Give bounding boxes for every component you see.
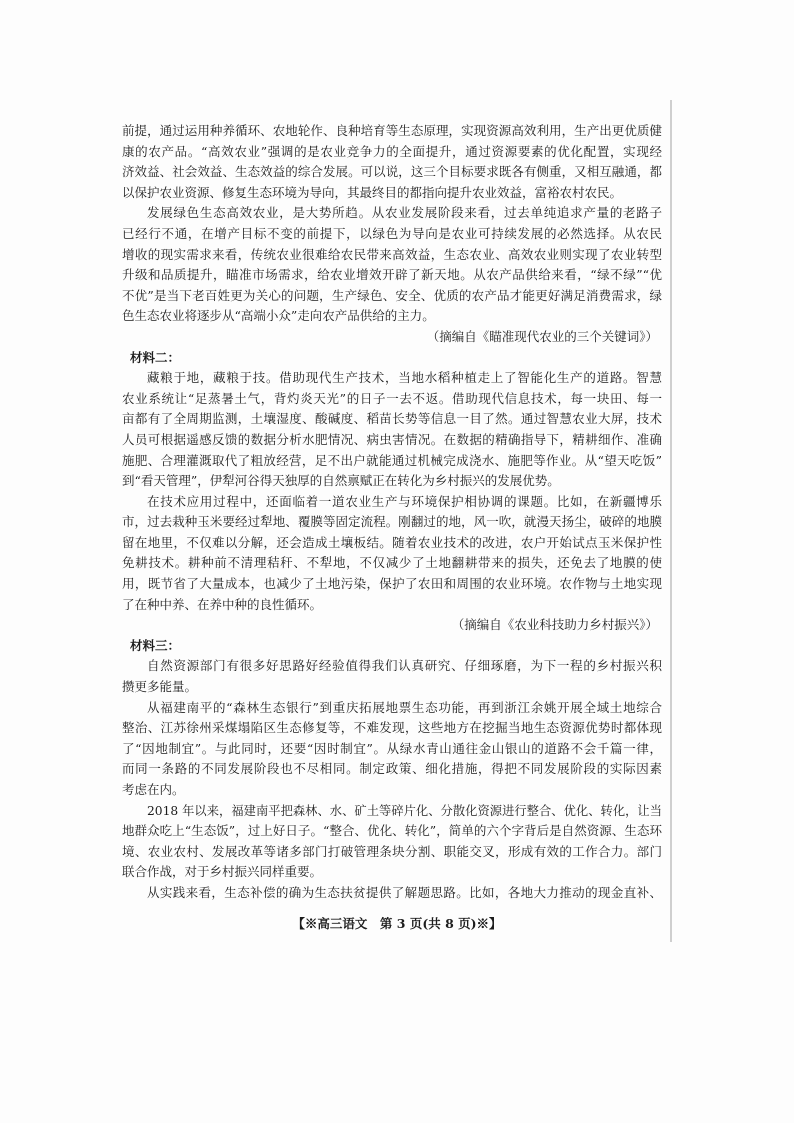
material-heading: 材料三： (130, 637, 181, 653)
source-citation: （摘编自《瞄准现代农业的三个关键词》） (426, 328, 658, 344)
paragraph-line: 到“看天管理”，伊犁河谷得天独厚的自然禀赋正在转化为乡村振兴的发展优势。 (122, 473, 560, 489)
paragraph-line: 康的农产品。“高效农业”强调的是农业竞争力的全面提升，通过资源要素的优化配置，实现经 (122, 143, 662, 159)
paragraph-line: 在技术应用过程中，还面临着一道农业生产与环境保护相协调的课题。比如，在新疆博乐 (147, 493, 662, 509)
paragraph-line: 以保护农业资源、修复生态环境为导向，其最终目的都指向提升农业效益，富裕农村农民。 (122, 184, 623, 200)
paragraph-line: 联合作战，对于乡村振兴同样重要。 (122, 864, 323, 880)
paragraph-line: 从福建南平的“森林生态银行”到重庆拓展地票生态功能，再到浙江余姚开展全域土地综合 (147, 699, 662, 715)
material-2-section (122, 348, 662, 636)
paragraph-line: 色生态农业将逐步从“高端小众”走向农产品供给的主力。 (122, 308, 435, 324)
paragraph-line: 自然资源部门有很多好思路好经验值得我们认真研究、仔细琢磨，为下一程的乡村振兴积 (147, 658, 662, 674)
paragraph-line: 不优”是当下老百姓更为关心的问题，生产绿色、安全、优质的农产品才能更好满足消费需求，绿 (122, 287, 662, 303)
paragraph-line: 境、农业农村、发展改革等诸多部门打破管理条块分割、职能交叉，形成有效的工作合力。部门 (122, 843, 662, 859)
paragraph-line: 农业系统让“足蒸暑土气，背灼炎天光”的日子一去不返。借助现代信息技术，每一块田、每一 (122, 390, 662, 406)
paragraph-line: 了在种中养、在养中种的良性循环。 (122, 596, 323, 612)
document-body (122, 121, 662, 904)
paragraph-line: 考虑在内。 (122, 782, 185, 797)
paragraph-line: 前提，通过运用种养循环、农地轮作、良种培育等生态原理，实现资源高效利用，生产出更优质健 (122, 123, 662, 138)
paragraph-line: 免耕技术。耕种前不清理秸秆、不犁地，不仅减少了土地翻耕带来的损失，还免去了地膜的使 (122, 555, 662, 571)
paragraph-line: 亩都有了全周期监测，土壤湿度、酸碱度、稻苗长势等信息一目了然。通过智慧农业大屏，技术 (122, 411, 662, 427)
paragraph-line: 从实践来看，生态补偿的确为生态扶贫提供了解题思路。比如，各地大力推动的现金直补、 (147, 884, 662, 900)
paragraph-line: 了“因地制宜”。与此同时，还要“因时制宜”。从绿水青山通往金山银山的道路不会千篇一律， (122, 740, 662, 756)
paragraph-line: 攒更多能量。 (122, 679, 198, 695)
material-1-continued-section (122, 121, 662, 348)
paragraph-line: 用，既节省了大量成本，也减少了土地污染，保护了农田和周围的农业环境。农作物与土地实现 (122, 576, 662, 592)
paragraph-line: 市，过去栽种玉米要经过犁地、覆膜等固定流程。刚翻过的地，风一吹，就漫天扬尘，破碎的地膜 (122, 514, 662, 530)
page-edge-line (670, 100, 672, 942)
paragraph-line: 地群众吃上“生态饭”，过上好日子。“整合、优化、转化”，简单的六个字背后是自然资源、生态环 (122, 823, 662, 839)
paragraph-line: 藏粮于地，藏粮于技。借助现代生产技术，当地水稻种植走上了智能化生产的道路。智慧 (147, 370, 662, 386)
paragraph-line: 施肥、合理灌溉取代了粗放经营，足不出户就能通过机械完成浇水、施肥等作业。从“望天吃饭” (122, 452, 662, 468)
paragraph-line: 整治、江苏徐州采煤塌陷区生态修复等，不难发现，这些地方在挖掘当地生态资源优势时都体现 (122, 720, 662, 736)
paragraph-line: 已经行不通，在增产目标不变的前提下，以绿色为导向是农业可持续发展的必然选择。从农民 (122, 225, 662, 241)
paragraph-line: 发展绿色生态高效农业，是大势所趋。从农业发展阶段来看，过去单纯追求产量的老路子 (147, 205, 662, 221)
paragraph-line: 升级和品质提升，瞄准市场需求，给农业增效开辟了新天地。从农产品供给来看，“绿不绿”“优 (122, 267, 662, 283)
paragraph-line: 人员可根据遥感反馈的数据分析水肥情况、病虫害情况。在数据的精确指导下，精耕细作、准确 (122, 431, 662, 447)
source-citation: （摘编自《农业科技助力乡村振兴》） (451, 617, 658, 633)
page-footer: 【※高三语文 第 3 页(共 8 页)※】 (292, 916, 502, 931)
paragraph-line: 济效益、社会效益、生态效益的综合发展。可以说，这三个目标要求既各有侧重，又相互融通，都 (122, 164, 662, 180)
material-3-section (122, 636, 662, 904)
paragraph-line: 增收的现实需求来看，传统农业很难给农民带来高效益，生态农业、高效农业则实现了农业转型 (122, 246, 662, 262)
paragraph-line: 2018 年以来，福建南平把森林、水、矿土等碎片化、分散化资源进行整合、优化、转化，让当 (147, 803, 662, 818)
material-heading: 材料二： (130, 349, 181, 365)
paragraph-line: 而同一条路的不同发展阶段也不尽相同。制定政策、细化措施，得把不同发展阶段的实际因素 (122, 761, 662, 777)
paragraph-line: 留在地里，不仅难以分解，还会造成土壤板结。随着农业技术的改进，农户开始试点玉米保护性 (122, 534, 662, 550)
